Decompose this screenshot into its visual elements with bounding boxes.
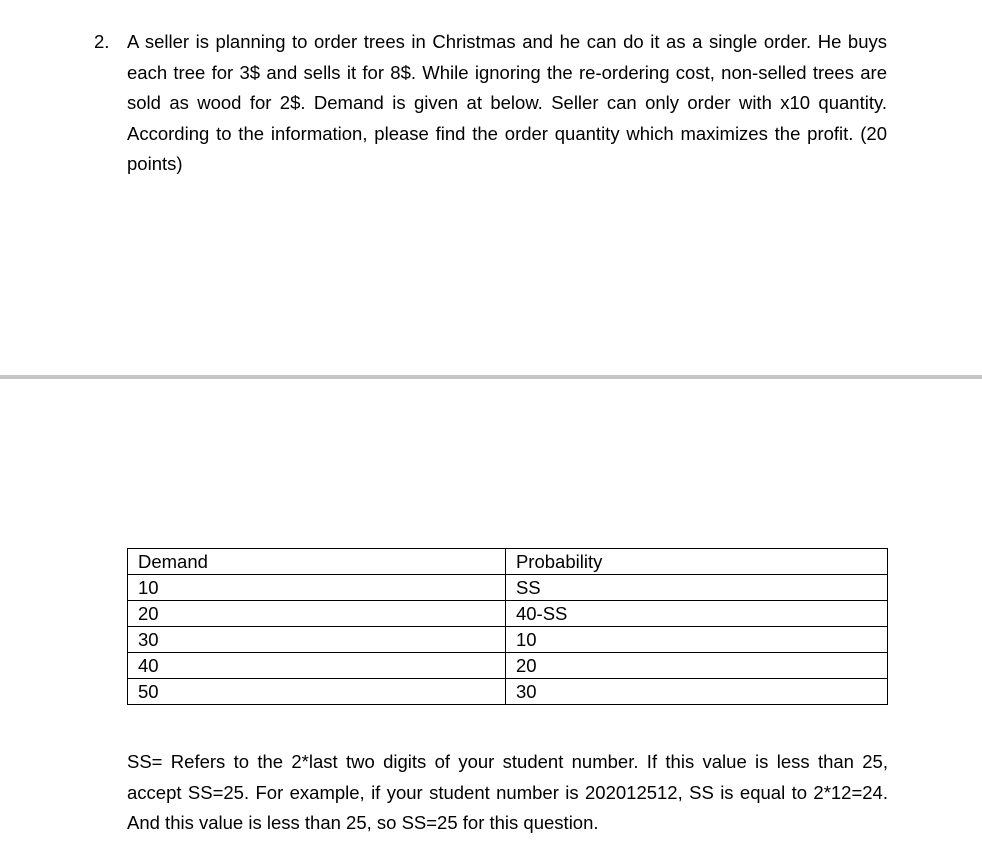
page-divider	[0, 375, 982, 379]
table-row	[128, 679, 888, 705]
probability-cell: 10	[505, 627, 887, 653]
demand-cell: 50	[128, 679, 506, 705]
demand-cell: 30	[128, 627, 506, 653]
probability-cell: SS	[505, 575, 887, 601]
demand-cell: 10	[128, 575, 506, 601]
probability-cell: 40-SS	[505, 601, 887, 627]
probability-cell: 20	[505, 653, 887, 679]
table-row	[128, 653, 888, 679]
table-row	[128, 627, 888, 653]
header-demand: Demand	[128, 549, 506, 575]
question-number: 2.	[94, 31, 110, 52]
question-text: A seller is planning to order trees in Christmas and he can do it as a single order. He buys each tree for 3$ and sells it for 8$. While ignoring the re-ordering cost, non-selled trees are sold as wood for 2$. Demand is given at below. Seller can only order with x10 quantity. According to the information, please find the order quantity which maximizes the profit. (20 points)	[127, 31, 887, 174]
ss-note: SS= Refers to the 2*last two digits of your student number. If this value is less than 25, accept SS=25. For example, if your student number is 202012512, SS is equal to 2*12=24. And this value is less than 25, so SS=25 for this question.	[127, 751, 888, 833]
question-block	[94, 27, 894, 180]
demand-cell: 20	[128, 601, 506, 627]
table-row	[128, 601, 888, 627]
header-probability: Probability	[505, 549, 887, 575]
table-header-row	[128, 549, 888, 575]
table-row	[128, 575, 888, 601]
demand-cell: 40	[128, 653, 506, 679]
probability-cell: 30	[505, 679, 887, 705]
demand-probability-table	[127, 548, 888, 705]
